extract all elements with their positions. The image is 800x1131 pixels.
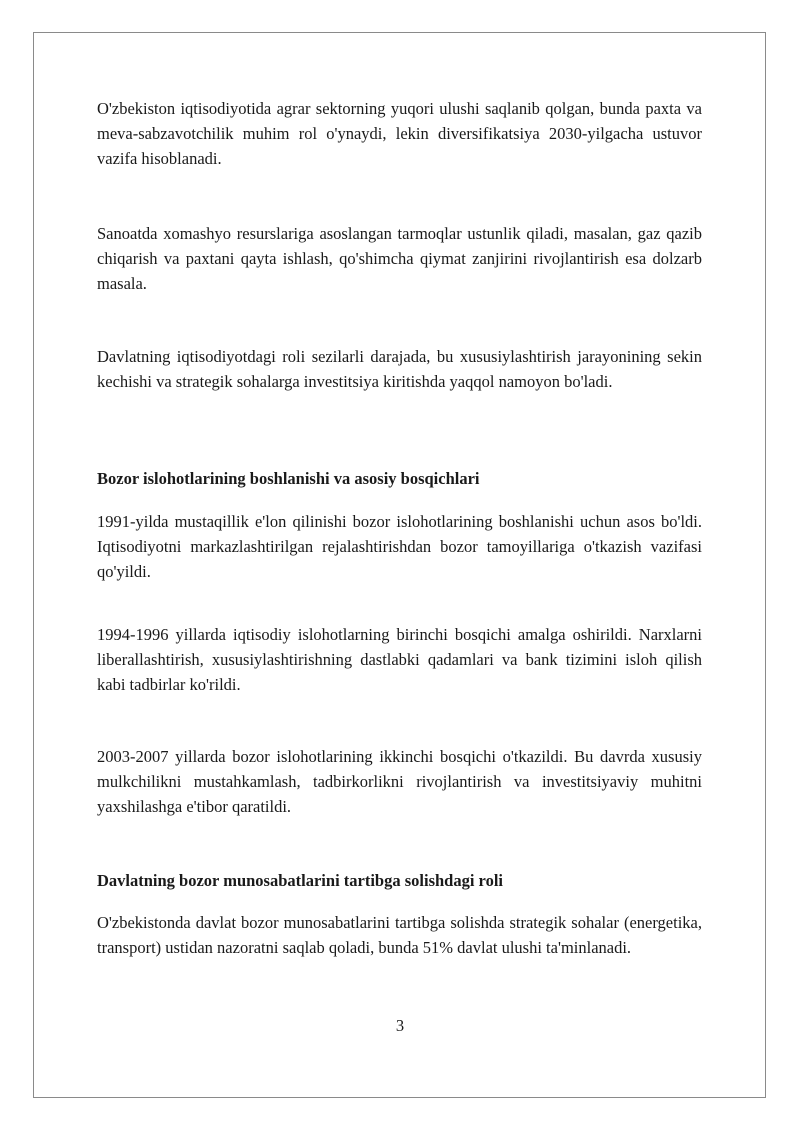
heading-market-reforms: Bozor islohotlarining boshlanishi va asosiy bosqichlari: [97, 469, 480, 488]
paragraph-state-role: Davlatning iqtisodiyotdagi roli sezilarli darajada, bu xususiylashtirish jarayonining sekin kechishi va strategik sohalarga investitsiya kiritishda yaqqol namoyon bo'ladi.: [97, 347, 702, 391]
paragraph-state-regulation: O'zbekistonda davlat bozor munosabatlarini tartibga solishda strategik sohalar (energetika, transport) ustidan nazoratni saqlab qoladi, bunda 51% davlat ulushi ta'minlanadi.: [97, 913, 702, 957]
paragraph-industry: Sanoatda xomashyo resurslariga asoslangan tarmoqlar ustunlik qiladi, masalan, gaz qazib chiqarish va paxtani qayta ishlash, qo'shimcha qiymat zanjirini rivojlantirish esa dolzarb masala.: [97, 224, 702, 293]
page-number: 3: [395, 1016, 405, 1035]
paragraph-reforms-1991: 1991-yilda mustaqillik e'lon qilinishi bozor islohotlarining boshlanishi uchun asos bo'ldi. Iqtisodiyotni markazlashtirilgan rejalashtirishdan bozor tamoyillariga o'tkazish vazifasi qo'yildi.: [97, 512, 702, 581]
heading-state-regulation: Davlatning bozor munosabatlarini tartibga solishdagi roli: [97, 871, 503, 890]
paragraph-reforms-2003: 2003-2007 yillarda bozor islohotlarining ikkinchi bosqichi o'tkazildi. Bu davrda xususiy mulkchilikni mustahkamlash, tadbirkorlikni rivojlantirish va investitsiyaviy muhitni yaxshilashga e'tibor qaratildi.: [97, 747, 702, 816]
paragraph-agrarian-sector: O'zbekiston iqtisodiyotida agrar sektorning yuqori ulushi saqlanib qolgan, bunda paxta va meva-sabzavotchilik muhim rol o'ynaydi, lekin diversifikatsiya 2030-yilgacha ustuvor vazifa hisoblanadi.: [97, 99, 702, 168]
paragraph-reforms-1994: 1994-1996 yillarda iqtisodiy islohotlarning birinchi bosqichi amalga oshirildi. Narxlarni liberallashtirish, xususiylashtirishning dastlabki qadamlari va bank tizimini isloh qilish kabi tadbirlar ko'rildi.: [97, 625, 702, 694]
